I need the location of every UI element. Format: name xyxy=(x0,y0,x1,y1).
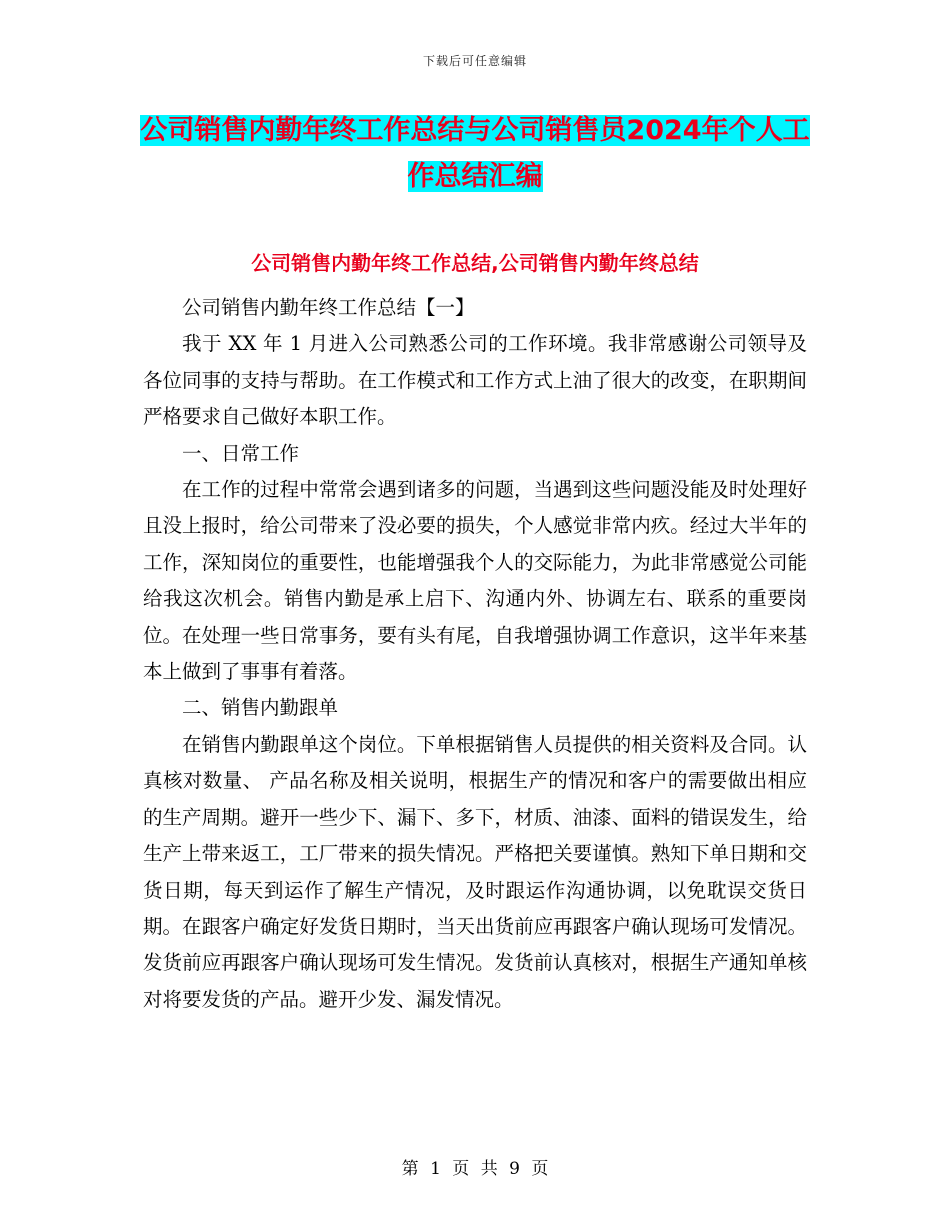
header-note: 下载后可任意编辑 xyxy=(422,54,527,68)
page-number: 第 1 页 共 9 页 xyxy=(401,1159,549,1179)
paragraph: 在销售内勤跟单这个岗位。下单根据销售人员提供的相关资料及合同。认真核对数量、 产品名称及相关说明，根据生产的情况和客户的需要做出相应的生产周期。避开一些少下、漏下、多下，材质、油漆、面料的错误发生，给生产上带来返工，工厂带来的损失情况。严格把关要谨慎。熟知下单日期和交货日期，每天到运作了解生产情况，及时跟运作沟通协调，以免耽误交货日期。在跟客户确定好发货日期时，当天出货前应再跟客户确认现场可发情况。 发货前应再跟客户确认现场可发生情况。发货前认真核对，根据生产通知单核对将要发货的产品。避开少发、漏发情况。 xyxy=(143,732,807,1011)
document-title xyxy=(140,108,810,200)
paragraph: 一、日常工作 xyxy=(182,441,300,465)
document-body xyxy=(143,290,807,1018)
paragraph: 在工作的过程中常常会遇到诸多的问题，当遇到这些问题没能及时处理好且没上报时，给公司带来了没必要的损失，个人感觉非常内疚。经过大半年的工作，深知岗位的重要性，也能增强我个人的交际能力，为此非常感觉公司能给我这次机会。销售内勤是承上启下、沟通内外、协调左右、联系的重要岗位。在处理一些日常事务，要有头有尾，自我增强协调工作意识，这半年来基本上做到了事事有着落。 xyxy=(143,478,807,684)
document-title-text: 公司销售内勤年终工作总结与公司销售员2024年个人工作总结汇编 xyxy=(140,115,810,192)
section-subtitle: 公司销售内勤年终工作总结,公司销售内勤年终总结 xyxy=(251,251,699,275)
paragraph: 我于 XX 年 1 月进入公司熟悉公司的工作环境。我非常感谢公司领导及各位同事的支持与帮助。在工作模式和工作方式上油了很大的改变，在职期间严格要求自己做好本职工作。 xyxy=(143,332,807,429)
paragraph: 二、销售内勤跟单 xyxy=(182,696,339,720)
paragraph: 公司销售内勤年终工作总结【一】 xyxy=(182,296,475,319)
